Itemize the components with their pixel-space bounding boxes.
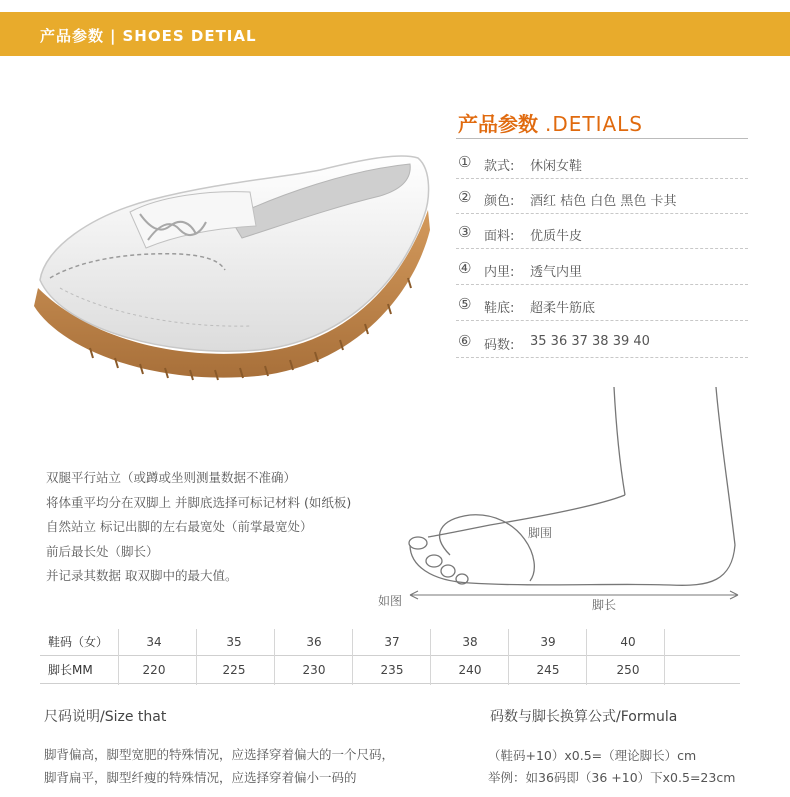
detail-number: ① (458, 153, 472, 171)
formula-line: （鞋码+10）x0.5=（理论脚长）cm (488, 748, 697, 763)
detail-row-lining (456, 248, 748, 285)
detail-value: 35 36 37 38 39 40 (530, 334, 650, 349)
detail-row-color (456, 177, 748, 214)
details-title-cn: 产品参数 (458, 112, 538, 136)
detail-value: 超柔牛筋底 (530, 301, 596, 316)
table-cell: 230 (302, 663, 326, 677)
column-divider (664, 629, 665, 685)
table-cell: 35 (226, 635, 242, 649)
detail-value: 透气内里 (530, 265, 583, 280)
detail-row-sole (456, 284, 748, 321)
table-cell: 235 (380, 663, 404, 677)
column-divider (118, 629, 119, 685)
row-header: 鞋码（女） (48, 635, 109, 649)
instruction-line: 前后最长处（脚长） (46, 544, 159, 559)
table-row (40, 657, 740, 684)
instruction-line: 双腿平行站立（或蹲或坐则测量数据不准确） (46, 470, 297, 485)
column-divider (352, 629, 353, 685)
banner-title-cn: 产品参数 (40, 27, 105, 45)
table-cell: 220 (142, 663, 166, 677)
detail-row-style (456, 142, 748, 179)
size-note-line: 脚背扁平，脚型纤瘦的特殊情况，应选择穿着偏小一码的 (44, 770, 357, 785)
foot-length-label: 脚长 (592, 598, 617, 612)
size-note-line: 脚背偏高，脚型宽肥的特殊情况，应选择穿着偏大的一个尺码， (44, 747, 395, 762)
banner-title-en: SHOES DETIAL (122, 27, 257, 45)
detail-number: ④ (458, 259, 472, 277)
header-banner (0, 12, 790, 56)
details-divider (456, 138, 748, 139)
detail-key: 鞋底: (484, 301, 515, 316)
detail-key: 款式: (484, 159, 515, 174)
detail-value: 休闲女鞋 (530, 159, 583, 174)
detail-key: 颜色: (484, 194, 515, 209)
instruction-line: 并记录其数据 取双脚中的最大值。 (46, 568, 238, 583)
table-cell: 38 (462, 635, 478, 649)
details-title (458, 108, 643, 137)
column-divider (508, 629, 509, 685)
column-divider (430, 629, 431, 685)
detail-value: 酒红 桔色 白色 黑色 卡其 (530, 194, 677, 209)
table-cell: 240 (458, 663, 482, 677)
table-row (40, 629, 740, 656)
detail-number: ⑥ (458, 332, 472, 350)
table-cell: 250 (616, 663, 640, 677)
formula-title: 码数与脚长换算公式/Formula (490, 709, 678, 725)
column-divider (274, 629, 275, 685)
as-shown-label: 如图 (378, 594, 403, 608)
detail-number: ⑤ (458, 295, 472, 313)
table-cell: 245 (536, 663, 560, 677)
formula-example: 举例：如36码即（36 +10）下x0.5=23cm (488, 770, 736, 785)
banner-separator: | (110, 27, 117, 45)
detail-key: 面料: (484, 229, 515, 244)
detail-key: 内里: (484, 265, 515, 280)
instruction-line: 将体重平均分在双脚上 并脚底选择可标记材料 (如纸板) (46, 495, 352, 510)
table-cell: 36 (306, 635, 322, 649)
instruction-line: 自然站立 标记出脚的左右最宽处（前掌最宽处） (46, 519, 313, 534)
banner-title (40, 25, 257, 46)
detail-number: ③ (458, 223, 472, 241)
table-cell: 40 (620, 635, 636, 649)
column-divider (586, 629, 587, 685)
detail-row-sizes (456, 321, 748, 358)
table-cell: 34 (146, 635, 162, 649)
detail-value: 优质牛皮 (530, 229, 583, 244)
table-cell: 225 (222, 663, 246, 677)
details-title-en: .DETIALS (544, 112, 643, 136)
detail-row-material (456, 212, 748, 249)
shoe-illustration (20, 130, 440, 390)
foot-diagram (370, 385, 750, 615)
shoe-image (20, 130, 440, 390)
column-divider (196, 629, 197, 685)
detail-key: 码数: (484, 338, 515, 353)
girth-label: 脚围 (528, 526, 553, 540)
size-note-title: 尺码说明/Size that (44, 709, 167, 725)
table-cell: 39 (540, 635, 556, 649)
table-cell: 37 (384, 635, 400, 649)
row-header: 脚长MM (48, 663, 93, 677)
detail-number: ② (458, 188, 472, 206)
